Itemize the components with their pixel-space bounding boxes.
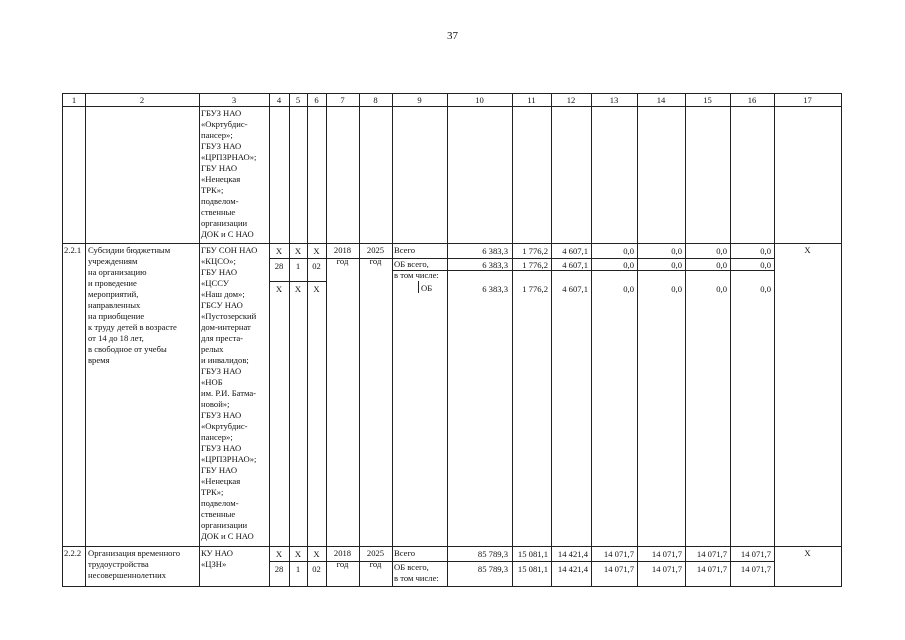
col-4-header: 4	[276, 95, 282, 105]
row-222-end-unit: год	[369, 559, 382, 569]
row-222-col17: Х	[804, 548, 811, 558]
col-1-header: 1	[71, 95, 77, 105]
row-221-value: 4 607,1	[562, 260, 588, 270]
row-221-exec-line: «Ненецкая	[201, 476, 241, 486]
row-221-value: 0,0	[760, 246, 771, 256]
row-221-code: 1	[295, 261, 301, 271]
row-221-start-unit: год	[336, 256, 349, 266]
row-221-ob-label: ОБ всего,	[394, 259, 429, 269]
row-222-title-line: Организация временного	[88, 548, 181, 558]
col-11-header: 11	[527, 95, 536, 105]
row-222-ob-label: ОБ всего,	[394, 562, 429, 572]
col-15-header: 15	[703, 95, 712, 105]
row-221-value: 0,0	[623, 260, 634, 270]
row-221-code: Х	[313, 246, 320, 256]
row-221-value: 0,0	[760, 284, 771, 294]
row-221-title-line: на организацию	[88, 267, 147, 277]
cont-exec-line: «ЦРПЗРНАО»;	[201, 152, 257, 162]
row-222-exec-line: «ЦЗН»	[201, 559, 227, 569]
row-221-title-line: в свободное от учебы	[88, 344, 167, 354]
row-222-title-line: трудоустройства	[88, 559, 149, 569]
row-221-title-line: Субсидии бюджетным	[88, 245, 171, 255]
col-12-header: 12	[566, 95, 576, 105]
row-222-value: 85 789,3	[477, 564, 508, 574]
row-221-code: Х	[294, 246, 302, 256]
row-222-exec-line: КУ НАО	[201, 548, 233, 558]
row-221-value: 0,0	[716, 284, 727, 294]
row-221-ob-label: в том числе:	[394, 270, 439, 280]
row-221-exec-line: им. Р.И. Батма-	[201, 388, 257, 398]
cont-exec-line: организации	[201, 218, 248, 228]
row-221-value: 4 607,1	[562, 246, 588, 256]
row-221-value: 6 383,3	[482, 246, 508, 256]
row-222-value: 15 081,1	[517, 564, 548, 574]
col-3-header: 3	[231, 95, 237, 105]
row-221-value: 1 776,2	[522, 246, 548, 256]
row-221-value: 0,0	[716, 260, 727, 270]
col-2-header: 2	[139, 95, 145, 105]
row-221-value: 1 776,2	[522, 284, 548, 294]
row-222-value: 14 071,7	[696, 564, 727, 574]
row-221-exec-line: «ЦРПЗРНАО»;	[201, 454, 257, 464]
row-221-value: 0,0	[671, 284, 682, 294]
row-222-value: 14 071,7	[740, 564, 771, 574]
row-221-exec-line: «ЦССУ	[201, 278, 229, 288]
row-222-value: 14 071,7	[651, 549, 682, 559]
row-222-value: 14 071,7	[651, 564, 682, 574]
row-221-exec-line: «НОБ	[201, 377, 223, 387]
row-222-value: 14 421,4	[557, 564, 588, 574]
row-221-title-line: к труду детей в возрасте	[88, 322, 177, 332]
cont-exec-line: ГБУЗ НАО	[201, 108, 242, 118]
row-222-start-year: 2018	[333, 548, 352, 558]
row-221-code: Х	[313, 284, 320, 294]
row-221-exec-line: ГБУЗ НАО	[201, 366, 242, 376]
row-221-exec-line: релых	[201, 344, 224, 354]
row-222-code: Х	[313, 549, 320, 559]
row-221-value: 0,0	[760, 260, 771, 270]
row-221-value: 6 383,3	[482, 284, 508, 294]
row-222-start-unit: год	[336, 559, 349, 569]
row-221-number: 2.2.1	[64, 245, 82, 255]
col-8-header: 8	[373, 95, 378, 105]
row-221-exec-line: пансер»;	[201, 432, 233, 442]
row-221-exec-line: ГБУЗ НАО	[201, 410, 242, 420]
row-222-end-year: 2025	[366, 548, 385, 558]
row-221-exec-line: «Пустозерский	[201, 311, 257, 321]
row-221-exec-line: «Наш дом»;	[201, 289, 245, 299]
row-221-ob-sub-label: ОБ	[421, 283, 433, 293]
cont-exec-line: ственные	[201, 207, 236, 217]
row-221-col17: Х	[804, 245, 811, 255]
row-221-exec-line: новой»;	[201, 399, 230, 409]
cont-exec-line: «Ненецкая	[201, 174, 241, 184]
budget-table	[62, 93, 842, 587]
row-221-value: 0,0	[716, 246, 727, 256]
row-221-exec-line: ГБУЗ НАО	[201, 443, 242, 453]
cont-exec-line: «Окртубдис-	[201, 119, 248, 129]
row-221-value: 0,0	[671, 246, 682, 256]
row-221-code: Х	[275, 284, 283, 294]
cont-exec-line: ДОК и С НАО	[201, 229, 254, 239]
row-221-code: Х	[294, 284, 302, 294]
cont-exec-line: подвелом-	[201, 196, 239, 206]
row-221-exec-line: ГБУ НАО	[201, 465, 238, 475]
row-221-end-year: 2025	[366, 245, 385, 255]
col-17-header: 17	[803, 95, 812, 105]
col-6-header: 6	[314, 95, 319, 105]
col-5-header: 5	[295, 95, 301, 105]
row-222-value: 14 071,7	[740, 549, 771, 559]
row-221-exec-line: ДОК и С НАО	[201, 531, 254, 541]
row-221-exec-line: «Окртубдис-	[201, 421, 248, 431]
row-221-exec-line: дом-интернат	[201, 322, 251, 332]
row-222-number: 2.2.2	[64, 548, 82, 558]
cont-exec-line: ГБУ НАО	[201, 163, 238, 173]
row-222-code: 1	[295, 564, 301, 574]
row-221-title-line: время	[88, 355, 110, 365]
row-222-value: 14 071,7	[696, 549, 727, 559]
row-221-title-line: и проведение	[88, 278, 137, 288]
col-14-header: 14	[656, 95, 666, 105]
cont-exec-line: ТРК»;	[201, 185, 224, 195]
col-10-header: 10	[475, 95, 484, 105]
row-221-exec-line: и инвалидов;	[201, 355, 249, 365]
row-221-exec-line: ГБСУ НАО	[201, 300, 243, 310]
page-number: 37	[447, 30, 458, 42]
row-221-start-year: 2018	[333, 245, 352, 255]
col-16-header: 16	[747, 95, 757, 105]
row-222-value: 15 081,1	[517, 549, 548, 559]
col-7-header: 7	[340, 95, 345, 105]
row-222-ob-label: в том числе:	[394, 573, 439, 583]
row-221-code: Х	[275, 246, 283, 256]
row-222-code: 28	[274, 564, 284, 574]
row-221-title-line: направленных	[88, 300, 141, 310]
cont-exec-line: пансер»;	[201, 130, 233, 140]
row-222-total-label: Всего	[394, 548, 416, 558]
row-221-value: 0,0	[623, 284, 634, 294]
row-221-value: 0,0	[623, 246, 634, 256]
row-221-exec-line: ГБУ СОН НАО	[201, 245, 258, 255]
row-222-value: 14 071,7	[603, 564, 634, 574]
row-221-code: 28	[274, 261, 284, 271]
row-221-exec-line: «КЦСО»;	[201, 256, 236, 266]
cont-exec-line: ГБУЗ НАО	[201, 141, 242, 151]
row-221-exec-line: подвелом-	[201, 498, 239, 508]
row-221-exec-line: для преста-	[201, 333, 244, 343]
row-222-title-line: несовершеннолетних	[88, 570, 167, 580]
row-222-code: 02	[312, 564, 321, 574]
row-221-value: 4 607,1	[562, 284, 588, 294]
col-9-header: 9	[417, 95, 422, 105]
row-222-code: Х	[294, 549, 302, 559]
row-221-exec-line: организации	[201, 520, 248, 530]
row-221-value: 6 383,3	[482, 260, 508, 270]
row-221-title-line: на приобщение	[88, 311, 145, 321]
row-221-title-line: учреждениям	[88, 256, 138, 266]
row-222-value: 14 071,7	[603, 549, 634, 559]
row-221-title-line: мероприятий,	[88, 289, 139, 299]
row-221-title-line: от 14 до 18 лет,	[88, 333, 144, 343]
row-221-exec-line: ГБУ НАО	[201, 267, 238, 277]
row-222-value: 14 421,4	[557, 549, 588, 559]
row-222-code: Х	[275, 549, 283, 559]
row-221-value: 1 776,2	[522, 260, 548, 270]
row-222-value: 85 789,3	[477, 549, 508, 559]
row-221-exec-line: ственные	[201, 509, 236, 519]
row-221-value: 0,0	[671, 260, 682, 270]
row-221-end-unit: год	[369, 256, 382, 266]
row-221-exec-line: ТРК»;	[201, 487, 224, 497]
col-13-header: 13	[609, 95, 619, 105]
row-221-total-label: Всего	[394, 245, 416, 255]
row-221-code: 02	[312, 261, 321, 271]
